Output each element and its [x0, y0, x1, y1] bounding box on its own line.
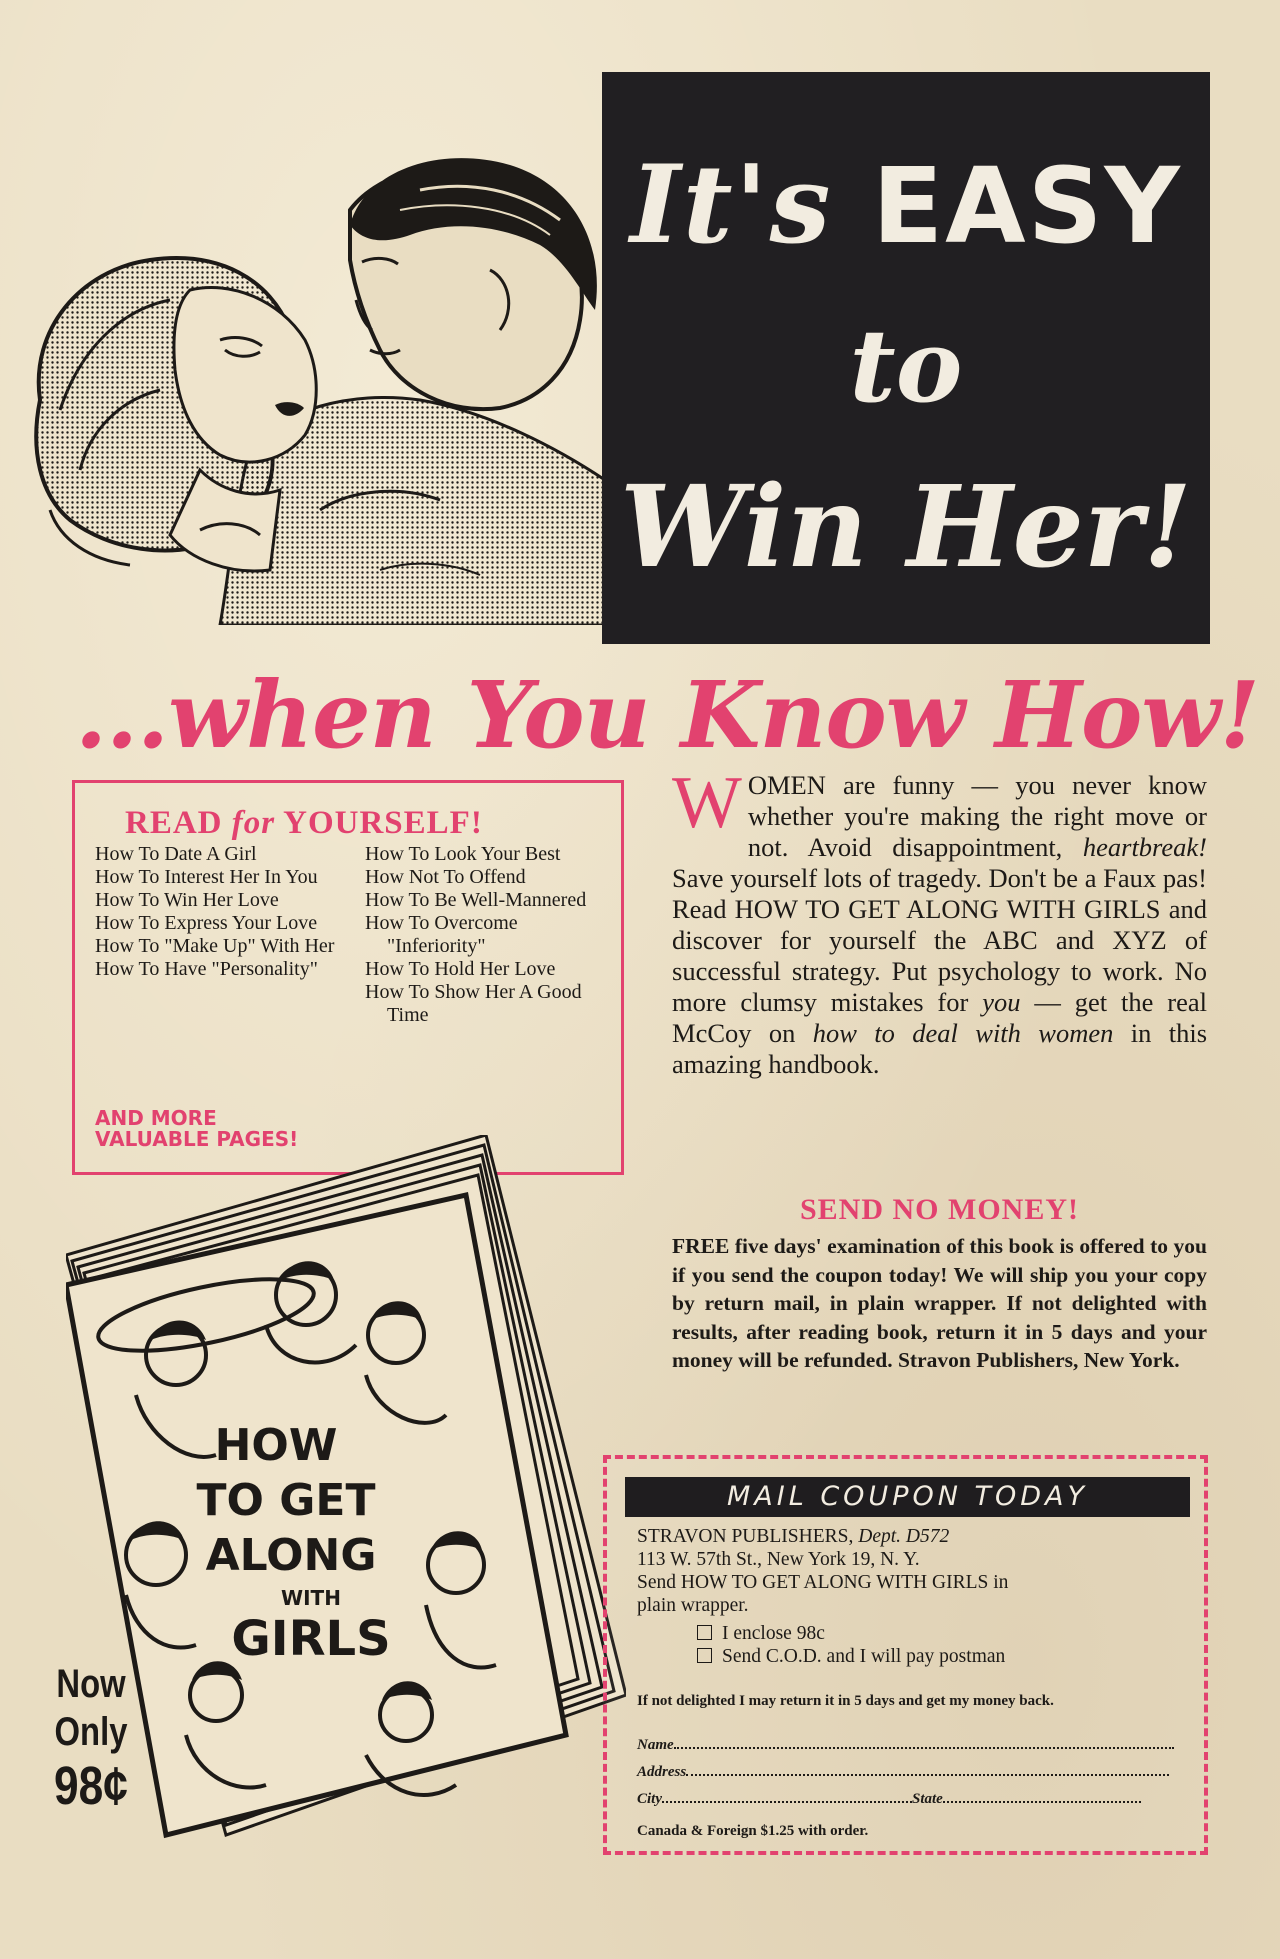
yourself-word: YOURSELF! — [283, 805, 483, 841]
chapter-item: How To Look Your Best — [365, 843, 561, 865]
body-copy — [672, 762, 1208, 1080]
option-cod[interactable] — [697, 1645, 1005, 1668]
coupon-address: 113 W. 57th St., New York 19, N. Y. — [637, 1549, 920, 1570]
canada-foreign-note: Canada & Foreign $1.25 with order. — [637, 1823, 869, 1839]
headline: ...when You Know How! — [75, 661, 1259, 769]
price-callout — [50, 1660, 132, 1816]
body-emphasis: how to deal with women — [812, 1018, 1114, 1048]
book-title-line-2: TO GET — [196, 1475, 376, 1526]
read-box-title — [125, 805, 483, 842]
option-enclose[interactable] — [697, 1622, 825, 1645]
mail-coupon[interactable] — [603, 1455, 1208, 1855]
title-line-3: Win Her! — [619, 462, 1193, 593]
title-its: It's — [630, 142, 833, 268]
price-now: Now — [56, 1662, 126, 1706]
book-title-line-1: HOW — [214, 1420, 338, 1471]
send-no-money-text: FREE five days' examination of this book is offered to you if you send the coupon today! We will ship you your copy by return mail, in plain wrapper. If not delighted with results, after reading book, return it in 5 days and your money will be refunded. Stravon Publishers, New York. — [672, 1234, 1207, 1372]
name-label: Name — [637, 1737, 674, 1753]
city-state-field[interactable] — [637, 1791, 1192, 1808]
city-label: City — [637, 1791, 662, 1807]
chapter-item: How To "Make Up" With Her — [95, 935, 335, 957]
dropcap: W — [672, 762, 742, 844]
body-emphasis: heartbreak! — [1082, 832, 1207, 862]
for-word: for — [231, 805, 276, 841]
address-label: Address — [637, 1764, 687, 1780]
book-title-line-5: GIRLS — [231, 1611, 391, 1667]
chapter-item: How To Show Her A Good Time — [365, 981, 582, 1026]
chapter-item: How Not To Offend — [365, 866, 526, 888]
send-no-money-heading: SEND NO MONEY! — [799, 1193, 1079, 1226]
book-title-line-3: ALONG — [205, 1530, 377, 1581]
chapter-item: How To Hold Her Love — [365, 958, 556, 980]
coupon-publisher-line — [637, 1525, 1187, 1548]
title-line-2: to — [849, 307, 963, 425]
state-label: State — [912, 1791, 943, 1807]
title-line-1 — [602, 142, 1210, 268]
coupon-instruction: plain wrapper. — [637, 1595, 749, 1616]
name-field[interactable] — [637, 1737, 1192, 1754]
chapter-list-right — [365, 843, 620, 1027]
and-more-line-2: VALUABLE PAGES! — [95, 1127, 299, 1151]
body-text: — get the real McCoy on — [672, 987, 1207, 1048]
checkbox-icon[interactable] — [697, 1625, 712, 1640]
body-text: Save yourself lots of tragedy. Don't be a Faux pas! Read HOW TO GET ALONG WITH GIRLS and discover for yourself the ABC and XYZ of successful strategy. Put psychology to work. No more clumsy mistakes for — [672, 863, 1207, 1017]
read-word: READ — [125, 805, 223, 841]
coupon-fine-print: If not delighted I may return it in 5 days and get my money back. — [637, 1693, 1054, 1709]
coupon-dept: Dept. D572 — [858, 1526, 950, 1547]
chapter-list-left — [95, 843, 350, 981]
kissing-couple-illustration — [20, 150, 610, 625]
state-line[interactable] — [943, 1801, 1141, 1803]
coupon-banner: MAIL COUPON TODAY — [625, 1477, 1190, 1517]
address-field[interactable] — [637, 1764, 1192, 1781]
chapter-item: How To Interest Her In You — [95, 866, 318, 888]
checkbox-icon[interactable] — [697, 1648, 712, 1663]
body-emphasis: you — [982, 987, 1021, 1017]
book-illustration — [66, 1135, 626, 1845]
coupon-instruction: Send HOW TO GET ALONG WITH GIRLS in — [637, 1572, 1009, 1593]
chapter-item: How To Be Well-Mannered — [365, 889, 587, 911]
chapter-item: How To Overcome "Inferiority" — [365, 912, 518, 957]
chapter-item: How To Date A Girl — [95, 843, 257, 865]
price-amount: 98¢ — [54, 1756, 128, 1816]
book-title-line-4: WITH — [281, 1586, 341, 1610]
body-text: in this amazing handbook. — [672, 1018, 1208, 1079]
coupon-publisher: STRAVON PUBLISHERS, — [637, 1526, 854, 1547]
read-for-yourself-box — [72, 780, 624, 1175]
body-text: OMEN are funny — you never know whether you're making the right move or not. Avoid disappointment, — [747, 770, 1207, 862]
option-cod-label: Send C.O.D. and I will pay postman — [722, 1646, 1006, 1667]
chapter-item: How To Have "Personality" — [95, 958, 318, 980]
city-line[interactable] — [662, 1801, 912, 1803]
chapter-item: How To Express Your Love — [95, 912, 318, 934]
title-box — [602, 72, 1210, 644]
name-line[interactable] — [674, 1747, 1174, 1749]
option-enclose-label: I enclose 98c — [722, 1623, 825, 1644]
price-only: Only — [54, 1710, 128, 1754]
coupon-address-block — [637, 1525, 1187, 1617]
title-easy: EASY — [872, 145, 1182, 267]
and-more-line-1: AND MORE — [95, 1106, 217, 1130]
chapter-item: How To Win Her Love — [95, 889, 279, 911]
address-line[interactable] — [686, 1774, 1169, 1776]
